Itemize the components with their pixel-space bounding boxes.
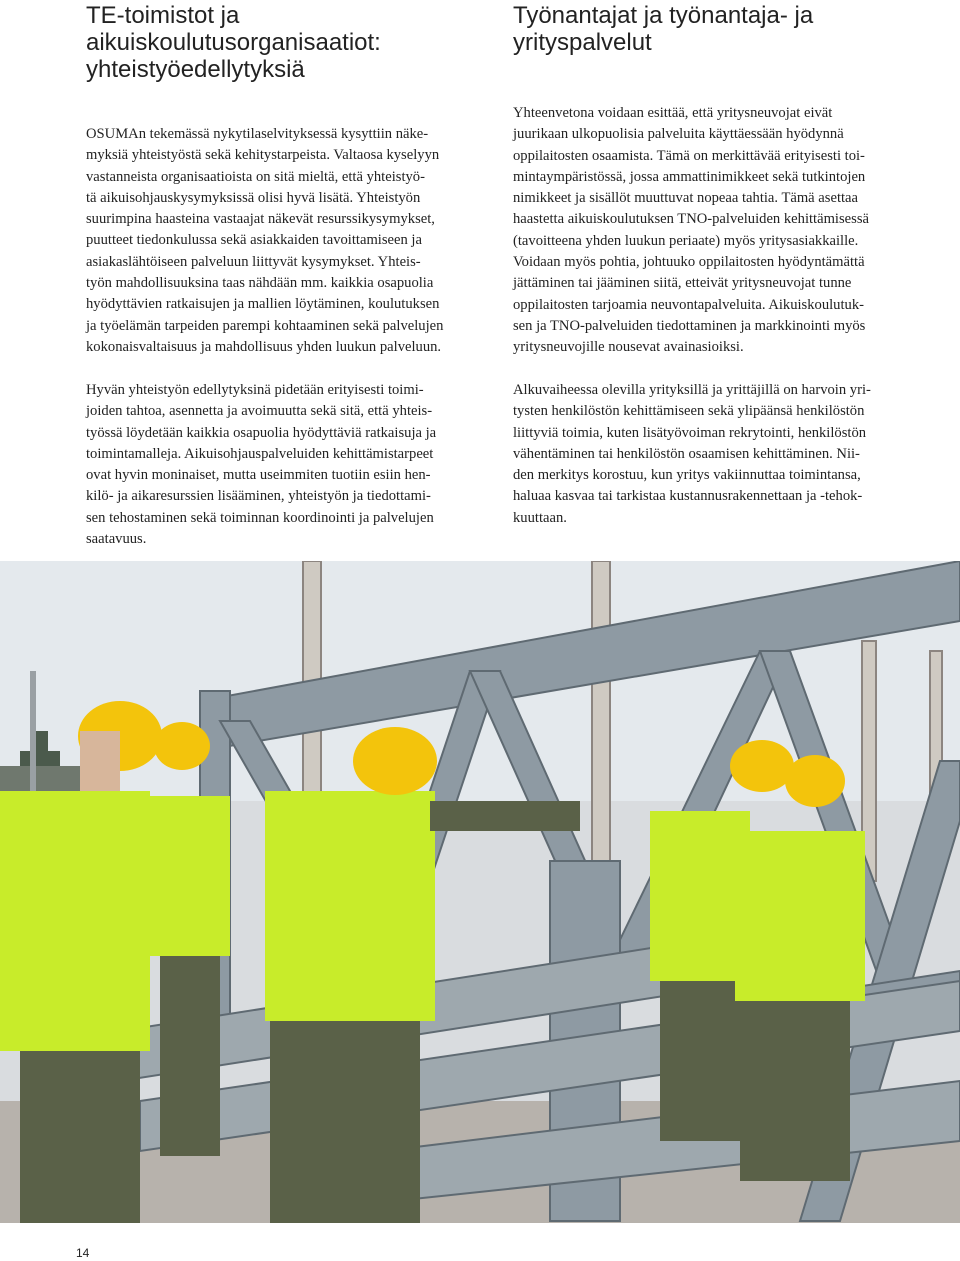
left-paragraph-1: OSUMAn tekemässä nykytilaselvityksessä kysyttiin näke- myksiä yhteistyöstä sekä kehitystarpeista. Valtaosa kyselyyn vastanneista organisaatioista on sitä mieltä, että yhteistyö- tä aikuisohjauskysymyksissä olisi hyvä lisätä. Yhteistyön suurimpina haasteina vastaajat näkevät resurssikysymykset, puutteet tiedonkulussa sekä asiakkaiden tavoittamiseen ja asiakaslähtöiseen palveluun liittyvät kysymykset. Yhteis- työn mahdollisuuksina taas nähdään mm. kaikkia osapuolia hyödyttävien ratkaisujen ja mallien löytäminen, koulutuksen ja työelämän tarpeiden parempi kohtaaminen sekä palvelujen kokonaisvaltaisuus ja mahdollisuus yhden luukun palveluun. bbox=[86, 126, 444, 355]
right-column bbox=[513, 0, 913, 526]
bridge-construction-photo bbox=[0, 561, 960, 1223]
right-paragraph-1: Yhteenvetona voidaan esittää, että yritysneuvojat eivät juurikaan ulkopuolisia palveluita käyttäessään hyödynnä oppilaitosten osaamista. Tämä on merkittävää erityisesti toi- mintaympäristössä, jossa ammattinimikkeet sekä tutkintojen nimikkeet ja sisällöt muuttuvat nopeaa tahtia. Tämä asettaa haastetta aikuiskoulutuksen TNO-palveluiden kehittämisessä (tavoitteena yhden luukun periaate) myös yritysasiakkaille. Voidaan myös pohtia, johtuuko oppilaitosten hyödyntämättä jättäminen tai jääminen siitä, etteivät yritysneuvojat tunne oppilaitosten tarjoamia neuvontapalveluita. Aikuiskoulutuk- sen ja TNO-palveluiden tiedottaminen ja markkinointi myös yritysneuvojille nousevat avainasioiksi. bbox=[513, 105, 869, 356]
left-column bbox=[86, 0, 484, 548]
left-heading: TE-toimistot ja aikuiskoulutusorganisaatiot: yhteistyöedellytyksiä bbox=[86, 2, 381, 83]
page-number: 14 bbox=[76, 1246, 90, 1260]
left-paragraph-2: Hyvän yhteistyön edellytyksinä pidetään erityisesti toimi- joiden tahtoa, asennetta ja avoimuutta sekä sitä, että yhteis- työssä löydetään kaikkia osapuolia hyödyttäviä ratkaisuja ja toimintamalleja. Aikuisohjauspalveluiden kehittämistarpeet ovat hyvin moninaiset, mutta useimmiten tuotiin esiin hen- kilö- ja aikaresurssien lisääminen, yhteistyön ja tiedottami- sen tehostaminen sekä toiminnan koordinointi ja palvelujen saatavuus. bbox=[86, 382, 437, 548]
lamp-post bbox=[30, 671, 36, 811]
right-paragraph-2: Alkuvaiheessa olevilla yrityksillä ja yrittäjillä on harvoin yri- tysten henkilöstön kehittämiseen sekä ylipäänsä henkilöstön liittyviä toimia, kuten lisätyövoiman rekrytointi, henkilöstön vähentäminen tai henkilöstön osaamisen kehittäminen. Nii- den merkitys korostuu, kun yritys vakiinnuttaa toimintansa, haluaa kasvaa tai tarkistaa kustannusrakennettaan ja -tehok- kuuttaan. bbox=[513, 382, 871, 526]
right-heading: Työnantajat ja työnantaja- ja yrityspalvelut bbox=[513, 2, 814, 56]
